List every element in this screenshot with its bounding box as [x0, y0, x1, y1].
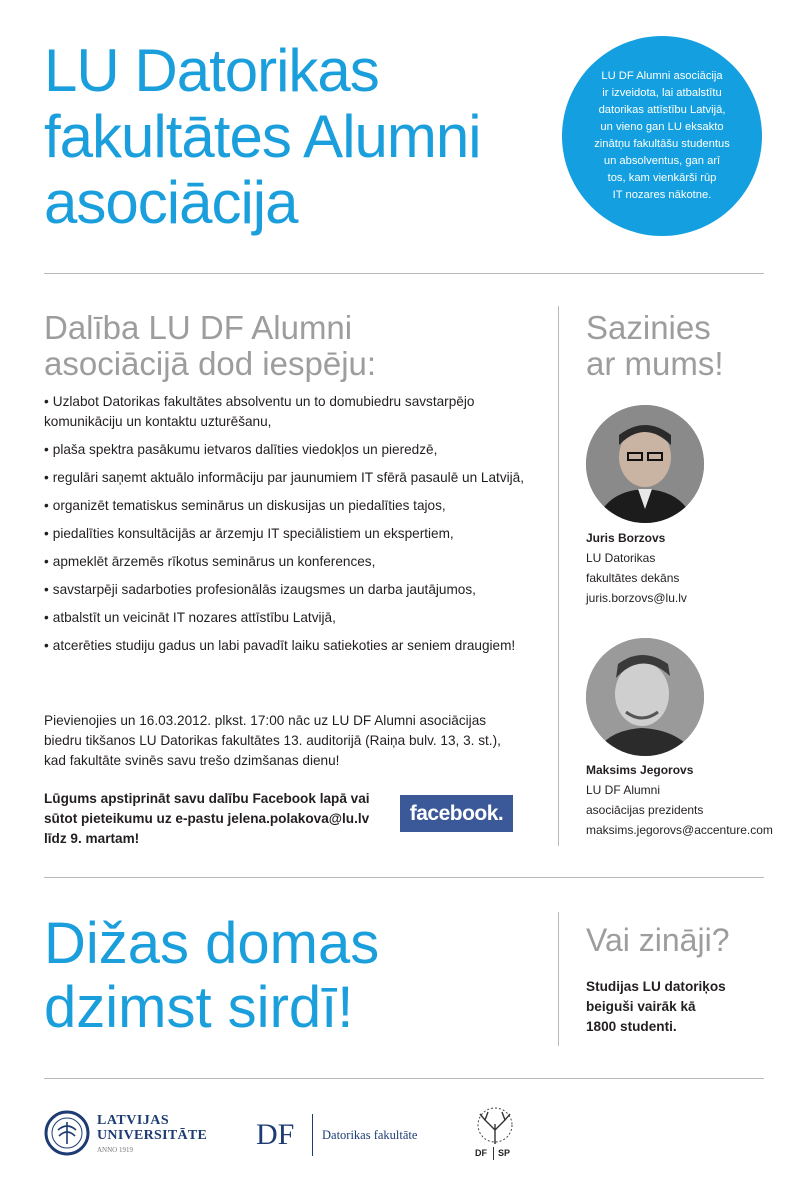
faculty-logo [256, 1114, 456, 1158]
main-title [44, 38, 564, 236]
intro-line: LU DF Alumni asociācija [601, 70, 723, 82]
list-item: • plaša spektra pasākumu ietvaros dalīties viedokļos un pieredzē, [44, 442, 438, 457]
contact-card [586, 760, 786, 840]
contact-title-line-2: ar mums! [586, 345, 724, 382]
contact-email[interactable]: juris.borzovs@lu.lv [586, 591, 687, 605]
list-item: • Uzlabot Datorikas fakultātes absolventu un to domubiedru savstarpējo komunikāciju un kontaktu uzturēšanu, [44, 394, 475, 429]
participation-title [44, 310, 524, 382]
intro-line: datorikas attīstību Latvijā, [598, 104, 726, 116]
person-photo-icon [586, 405, 704, 523]
did-you-know-line: Studijas LU datoriķos [586, 979, 726, 994]
intro-line: tos, kam vienkārši rūp [607, 172, 717, 184]
bullet-icon: • [44, 582, 49, 597]
divider-top [44, 273, 764, 274]
contact-role: LU DF Alumni [586, 783, 661, 797]
contact-name: Juris Borzovs [586, 531, 666, 545]
list-item: • savstarpēji sadarboties profesionālās izaugsmes un darba jautājumos, [44, 582, 476, 597]
university-year: ANNO 1919 [97, 1146, 133, 1154]
invitation-text: Pievienojies un 16.03.2012. plkst. 17:00 nāc uz LU DF Alumni asociācijas biedru tikšanos LU Datorikas fakultātes 13. auditorijā (Raiņa bulv. 13, 3. st.), kad fakultāte svinēs savu trešo dzimšanas dienu! [44, 713, 501, 768]
bullet-icon: • [44, 526, 49, 541]
divider-bottom [44, 1078, 764, 1079]
slogan [44, 912, 379, 1040]
intro-circle [562, 36, 762, 236]
rsvp-text: Lūgums apstiprināt savu dalību Facebook lapā vai sūtot pieteikumu uz e-pastu jelena.polakova@lu.lv līdz 9. martam! [44, 791, 370, 846]
contact-role: LU Datorikas [586, 551, 656, 565]
did-you-know-line: 1800 studenti. [586, 1019, 677, 1034]
avatar [586, 405, 704, 523]
contact-role: fakultātes dekāns [586, 571, 680, 585]
person-photo-icon [586, 638, 704, 756]
slogan-line-2: dzimst sirdī! [44, 975, 354, 1040]
university-name-line-1: LATVIJAS [97, 1113, 170, 1128]
bullet-icon: • [44, 470, 49, 485]
dfsp-logo-right: SP [498, 1148, 511, 1158]
faculty-logo-separator [312, 1114, 313, 1156]
divider-vertical-bottom [558, 912, 559, 1046]
participation-title-line-2: asociācijā dod iespēju: [44, 345, 377, 382]
faculty-logo-short: DF [256, 1118, 295, 1151]
dfsp-logo-separator [493, 1147, 494, 1160]
list-item: • apmeklēt ārzemēs rīkotus seminārus un konferences, [44, 554, 376, 569]
did-you-know-title: Vai zināji? [586, 922, 730, 958]
bullet-icon: • [44, 394, 49, 409]
did-you-know-text [586, 977, 766, 1037]
dfsp-logo [468, 1106, 522, 1168]
contact-email[interactable]: maksims.jegorovs@accenture.com [586, 823, 773, 837]
main-title-line-2: fakultātes Alumni [44, 103, 481, 170]
list-item: • atbalstīt un veicināt IT nozares attīstību Latvijā, [44, 610, 336, 625]
intro-line: un vieno gan LU eksakto [600, 121, 724, 133]
divider-middle [44, 877, 764, 878]
university-logo [44, 1110, 224, 1162]
intro-line: ir izveidota, lai atbalstītu [602, 87, 722, 99]
avatar [586, 638, 704, 756]
main-title-line-3: asociācija [44, 169, 298, 236]
did-you-know-line: beiguši vairāk kā [586, 999, 696, 1014]
slogan-line-1: Dižas domas [44, 911, 380, 976]
intro-line: un absolventus, gan arī [603, 155, 721, 167]
dfsp-logo-left: DF [475, 1148, 487, 1158]
participation-title-line-1: Dalība LU DF Alumni [44, 309, 353, 346]
bullet-icon: • [44, 442, 49, 457]
bullet-icon: • [44, 554, 49, 569]
list-item: • organizēt tematiskus seminārus un diskusijas un piedalīties tajos, [44, 498, 446, 513]
intro-line: zinātņu fakultāšu studentus [594, 138, 730, 150]
main-title-line-1: LU Datorikas [44, 37, 379, 104]
faculty-logo-name: Datorikas fakultāte [322, 1128, 418, 1142]
contact-name: Maksims Jegorovs [586, 763, 694, 777]
intro-line: IT nozares nākotne. [612, 189, 712, 201]
facebook-logo[interactable]: facebook. [400, 795, 513, 832]
list-item: • atcerēties studiju gadus un labi pavadīt laiku satiekoties ar seniem draugiem! [44, 638, 516, 653]
divider-vertical-mid [558, 306, 559, 846]
contact-title-line-1: Sazinies [586, 309, 711, 346]
bullet-icon: • [44, 638, 49, 653]
tree-icon [470, 1106, 520, 1146]
contact-title [586, 310, 766, 382]
university-seal-icon [44, 1110, 90, 1156]
list-item: • piedalīties konsultācijās ar ārzemju IT speciālistiem un ekspertiem, [44, 526, 454, 541]
contact-role: asociācijas prezidents [586, 803, 704, 817]
benefits-list [44, 392, 524, 664]
bullet-icon: • [44, 498, 49, 513]
list-item: • regulāri saņemt aktuālo informāciju par jaunumiem IT sfērā pasaulē un Latvijā, [44, 470, 525, 485]
contact-card [586, 528, 786, 608]
university-name-line-2: UNIVERSITĀTE [97, 1128, 208, 1143]
bullet-icon: • [44, 610, 49, 625]
